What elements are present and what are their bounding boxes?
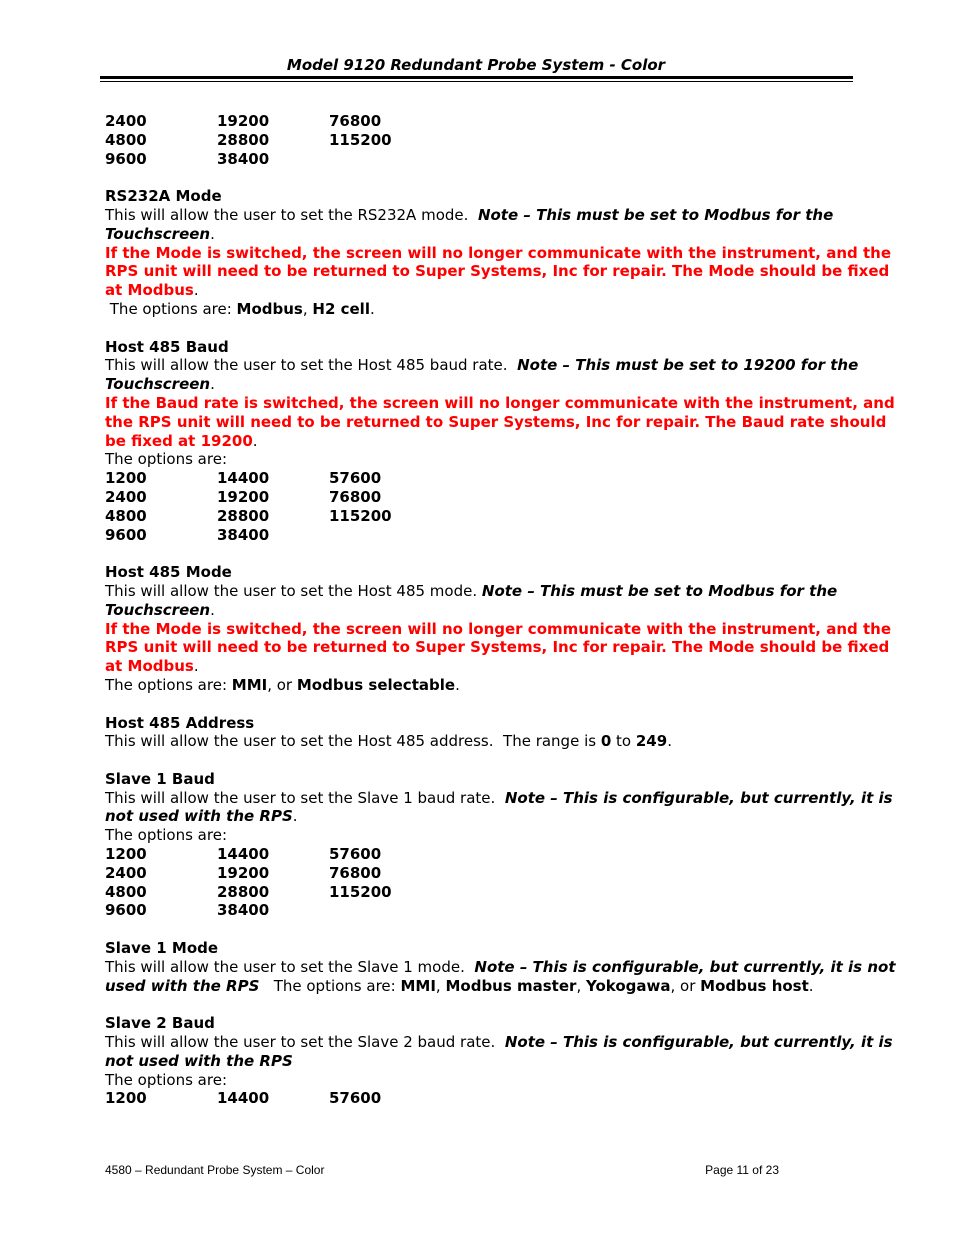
option-value: Modbus master (445, 976, 577, 995)
table-cell: 14400 (217, 1089, 270, 1108)
table-cell: 76800 (329, 112, 382, 130)
header-rule-thin (100, 81, 853, 82)
section-description: This will allow the user to set the Host 485 baud rate. (105, 356, 508, 375)
table-cell: 115200 (329, 506, 392, 525)
section-description: This will allow the user to set the Slave 1 mode. (105, 957, 465, 976)
warning-text: at Modbus (105, 281, 194, 300)
table-cell: 28800 (217, 882, 270, 901)
table-cell: 1200 (105, 1089, 147, 1108)
document-body (105, 112, 896, 1108)
section-note: Note – This must be set to 19200 for the (517, 356, 859, 375)
option-value: Modbus host (700, 976, 809, 995)
baud-options-table (105, 469, 840, 544)
table-cell: 2400 (105, 112, 147, 130)
options-label: The options are: (105, 675, 232, 694)
section-note-cont: Touchscreen (105, 375, 211, 394)
section-note-cont: Touchscreen (105, 224, 211, 243)
section-description: This will allow the user to set the Slave 1 baud rate. (105, 788, 496, 807)
section-note-cont: used with the RPS (105, 976, 260, 995)
table-cell: 57600 (329, 1089, 382, 1108)
options-label: The options are: (105, 1070, 227, 1089)
section-heading: Slave 1 Baud (105, 769, 215, 788)
table-cell (329, 901, 441, 920)
warning-text: If the Mode is switched, the screen will no longer communicate with the instrument, and the (105, 619, 892, 638)
table-cell: 38400 (217, 525, 270, 544)
table-cell: 14400 (217, 469, 270, 488)
table-cell: 28800 (217, 130, 270, 149)
section-note: Note – This must be set to Modbus for the (481, 581, 838, 600)
table-cell: 4800 (105, 130, 147, 149)
option-value: Yokogawa (585, 976, 671, 995)
table-cell: 19200 (217, 112, 270, 130)
header-rule-thick (100, 76, 853, 79)
range-min: 0 (600, 732, 612, 751)
table-cell: 57600 (329, 469, 382, 488)
footer-document-title: 4580 – Redundant Probe System – Color (105, 1163, 325, 1177)
table-cell: 2400 (105, 487, 147, 506)
baud-table-continued (105, 112, 840, 168)
table-cell: 19200 (217, 487, 270, 506)
table-cell: 38400 (217, 901, 270, 920)
range-to: to (611, 732, 636, 751)
table-cell: 9600 (105, 901, 147, 920)
option-value: MMI (400, 976, 436, 995)
section-description: This will allow the user to set the RS232A mode. (105, 205, 469, 224)
section-note: Note – This is configurable, but currently, it is not (474, 957, 896, 976)
section-heading: Slave 2 Baud (105, 1014, 215, 1033)
section-note-cont: not used with the RPS (105, 807, 293, 826)
table-cell: 115200 (329, 130, 392, 149)
section-slave1-mode: Slave 1 Mode This will allow the user to set the Slave 1 mode. Note – This is configurable, but currently, it is not used with the RPS The options are: MMI, Modbus master, Yokogawa, or Modbus host. (105, 939, 896, 995)
warning-text: be fixed at 19200 (105, 431, 253, 450)
warning-text: at Modbus (105, 657, 194, 676)
section-note: Note – This is configurable, but currently, it is (504, 1033, 893, 1052)
section-description: This will allow the user to set the Host 485 address. The range is (105, 732, 601, 751)
table-cell: 28800 (217, 506, 270, 525)
section-note-cont: not used with the RPS (105, 1051, 293, 1070)
table-cell (329, 150, 441, 169)
warning-text: If the Baud rate is switched, the screen will no longer communicate with the instrument, and (105, 393, 895, 412)
table-cell (329, 526, 441, 545)
table-cell: 9600 (105, 525, 147, 544)
section-description: This will allow the user to set the Slave 2 baud rate. (105, 1033, 496, 1052)
section-slave1-baud: Slave 1 Baud This will allow the user to set the Slave 1 baud rate. Note – This is configurable, but currently, it is not used with the RPS. The options are: 1200 14400 57600 2400 19200 76800 4800 28800 115200 9600 38400 (105, 769, 893, 920)
table-cell: 38400 (217, 149, 270, 168)
table-cell: 4800 (105, 506, 147, 525)
baud-options-table (105, 845, 840, 920)
option-value: Modbus (236, 299, 303, 318)
table-cell: 4800 (105, 882, 147, 901)
range-max: 249 (635, 732, 668, 751)
warning-text: RPS unit will need to be returned to Super Systems, Inc for repair. The Mode should be fixed (105, 638, 890, 657)
options-label: The options are: (105, 826, 227, 845)
table-cell: 19200 (217, 863, 270, 882)
option-value: Modbus selectable (296, 675, 456, 694)
section-rs232a-mode: RS232A Mode This will allow the user to set the RS232A mode. Note – This must be set to Modbus for the Touchscreen. If the Mode is switched, the screen will no longer communicate with the instrument, and the RPS unit will need to be returned to Super Systems, Inc for repair. The Mode should be fixed at Modbus. The options are: Modbus, H2 cell. (105, 187, 892, 318)
section-note: Note – This must be set to Modbus for the (477, 205, 834, 224)
section-heading: Slave 1 Mode (105, 939, 219, 958)
table-cell: 115200 (329, 882, 392, 901)
section-host485-address: Host 485 Address This will allow the user to set the Host 485 address. The range is 0 to 249. (105, 714, 840, 752)
section-slave2-baud (105, 1014, 893, 1108)
option-value: H2 cell (312, 299, 370, 318)
footer-page-number: Page 11 of 23 (705, 1163, 779, 1177)
table-cell: 1200 (105, 469, 147, 488)
section-heading: Host 485 Address (105, 713, 255, 732)
page-header-title: Model 9120 Redundant Probe System - Color (286, 56, 666, 74)
table-cell: 76800 (329, 863, 382, 882)
warning-text: the RPS unit will need to be returned to Super Systems, Inc for repair. The Baud rate should (105, 412, 887, 431)
table-cell: 1200 (105, 845, 147, 864)
section-note: Note – This is configurable, but currently, it is (504, 788, 893, 807)
section-heading: RS232A Mode (105, 187, 222, 206)
option-separator: , or (267, 675, 297, 694)
table-cell: 14400 (217, 845, 270, 864)
section-note-cont: Touchscreen (105, 600, 211, 619)
table-cell: 57600 (329, 845, 382, 864)
table-cell: 9600 (105, 149, 147, 168)
section-heading: Host 485 Baud (105, 337, 229, 356)
option-value: MMI (231, 675, 268, 694)
section-description: This will allow the user to set the Host 485 mode. (105, 581, 478, 600)
section-host485-mode: Host 485 Mode This will allow the user to set the Host 485 mode. Note – This must be set to Modbus for the Touchscreen. If the Mode is switched, the screen will no longer communicate with the instrument, and the RPS unit will need to be returned to Super Systems, Inc for repair. The Mode should be fixed at Modbus. The options are: MMI, or Modbus selectable. (105, 563, 892, 694)
baud-options-table (105, 1089, 840, 1108)
section-host485-baud: Host 485 Baud This will allow the user to set the Host 485 baud rate. Note – This must be set to 19200 for the Touchscreen. If the Baud rate is switched, the screen will no longer communicate with the instrument, and the RPS unit will need to be returned to Super Systems, Inc for repair. The Baud rate should be fixed at 19200. The options are: 1200 14400 57600 2400 19200 76800 4800 28800 115200 9600 38400 (105, 337, 895, 544)
options-label: The options are: (259, 976, 401, 995)
warning-text: If the Mode is switched, the screen will no longer communicate with the instrument, and the (105, 243, 892, 262)
table-cell: 76800 (329, 487, 382, 506)
warning-text: RPS unit will need to be returned to Super Systems, Inc for repair. The Mode should be fixed (105, 262, 890, 281)
options-label: The options are: (105, 450, 227, 469)
table-cell: 2400 (105, 863, 147, 882)
options-label: The options are: (105, 299, 237, 318)
section-heading: Host 485 Mode (105, 563, 232, 582)
